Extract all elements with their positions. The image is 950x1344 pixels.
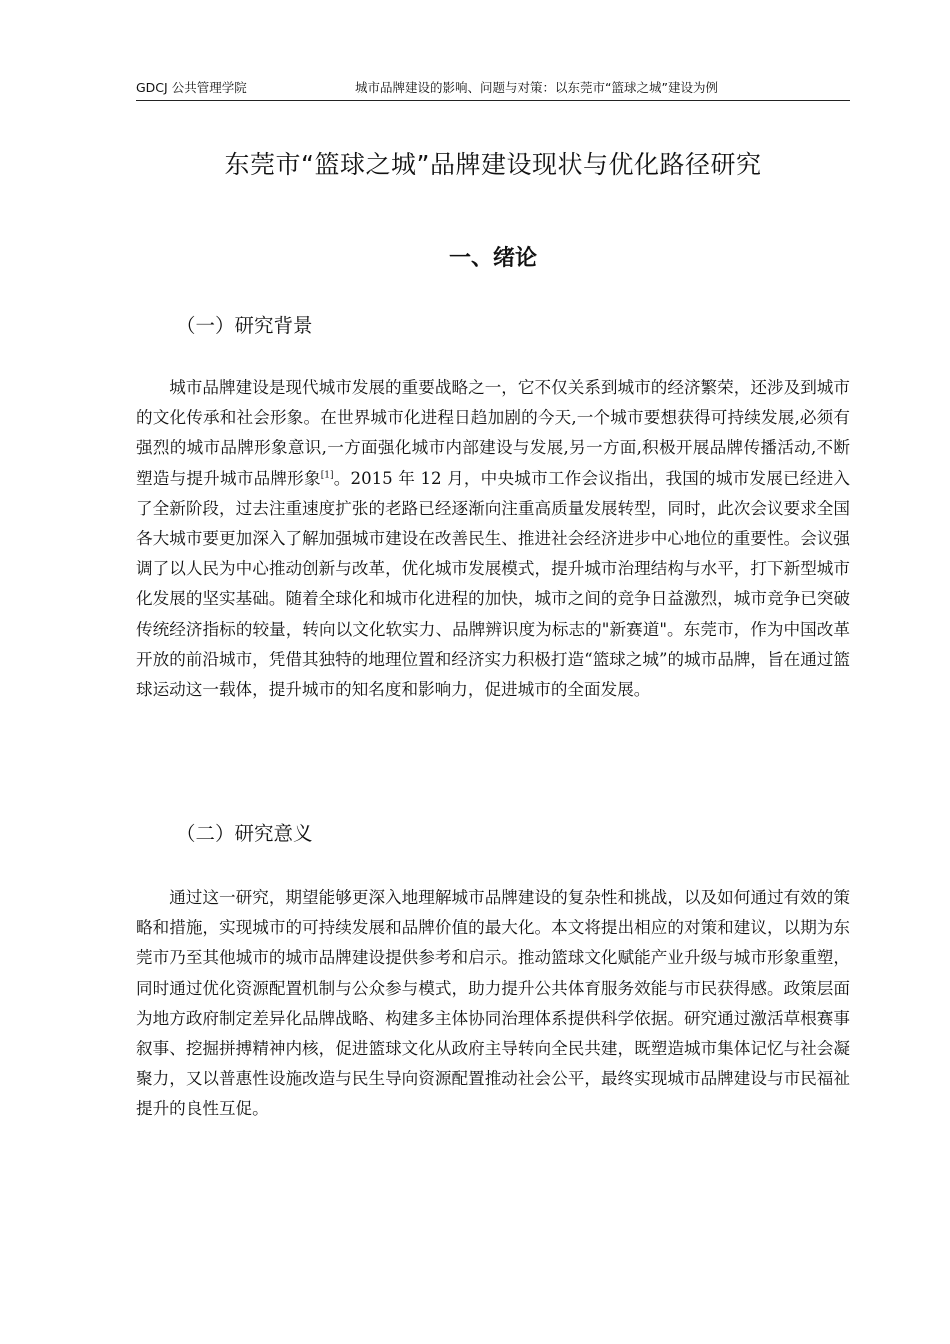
header-institution: GDCJ 公共管理学院	[136, 80, 247, 95]
paragraph-text-part1: 城市品牌建设是现代城市发展的重要战略之一，它不仅关系到城市的经济繁荣，还涉及到城市的文化传承和社会形象。在世界城市化进程日趋加剧的今天,一个城市要想获得可持续发展,必须有强烈的城市品牌形象意识,一方面强化城市内部建设与发展,另一方面,积极开展品牌传播活动,不断塑造与提升城市品牌形象	[136, 378, 850, 488]
document-title: 东莞市“篮球之城”品牌建设现状与优化路径研究	[224, 150, 762, 179]
paragraph-research-significance: 通过这一研究，期望能够更深入地理解城市品牌建设的复杂性和挑战，以及如何通过有效的策略和措施，实现城市的可持续发展和品牌价值的最大化。本文将提出相应的对策和建议，以期为东莞市乃至其他城市的城市品牌建设提供参考和启示。推动篮球文化赋能产业升级与城市形象重塑，同时通过优化资源配置机制与公众参与模式，助力提升公共体育服务效能与市民获得感。政策层面为地方政府制定差异化品牌战略、构建多主体协同治理体系提供科学依据。研究通过激活草根赛事叙事、挖掘拼搏精神内核，促进篮球文化从政府主导转向全民共建，既塑造城市集体记忆与社会凝聚力，又以普惠性设施改造与民生导向资源配置推动社会公平，最终实现城市品牌建设与市民福祉提升的良性互促。	[136, 888, 850, 1119]
section-heading-introduction: 一、绪论	[448, 246, 537, 271]
subheading-research-significance: （二）研究意义	[176, 822, 313, 845]
header-paper-title: 城市品牌建设的影响、问题与对策：以东莞市“篮球之城”建设为例	[355, 80, 718, 95]
citation-reference: [1]	[320, 470, 334, 481]
subheading-research-background: （一）研究背景	[176, 314, 313, 337]
paragraph-research-background	[136, 373, 850, 705]
paragraph-text-part2: 。2015 年 12 月，中央城市工作会议指出，我国的城市发展已经进入了全新阶段，过去注重速度扩张的老路已经逐渐向注重高质量发展转型，同时，此次会议要求全国各大城市要更加深入了解加强城市建设在改善民生、推进社会经济进步中心地位的重要性。会议强调了以人民为中心推动创新与改革，优化城市发展模式，提升城市治理结构与水平，打下新型城市化发展的坚实基础。随着全球化和城市化进程的加快，城市之间的竞争日益激烈，城市竞争已突破传统经济指标的较量，转向以文化软实力、品牌辨识度为标志的"新赛道"。东莞市，作为中国改革开放的前沿城市，凭借其独特的地理位置和经济实力积极打造“篮球之城”的城市品牌，旨在通过篮球运动这一载体，提升城市的知名度和影响力，促进城市的全面发展。	[136, 468, 850, 700]
running-header	[136, 78, 850, 101]
